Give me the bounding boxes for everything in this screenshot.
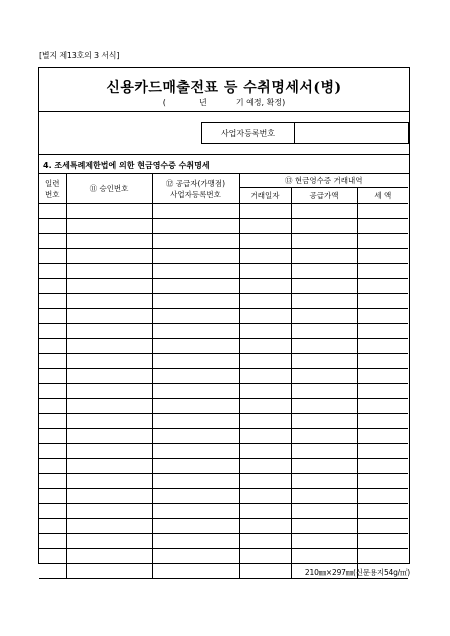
tax-cell[interactable] (357, 264, 408, 279)
approval-cell[interactable] (66, 309, 152, 324)
supplier-cell[interactable] (152, 414, 239, 429)
table-row (39, 429, 408, 444)
tax-cell[interactable] (357, 234, 408, 249)
approval-cell[interactable] (66, 429, 152, 444)
tax-cell[interactable] (357, 414, 408, 429)
date-cell[interactable] (239, 264, 291, 279)
tax-cell[interactable] (357, 534, 408, 549)
amount-cell[interactable] (291, 219, 357, 234)
supplier-cell[interactable] (152, 294, 239, 309)
table-row (39, 354, 408, 369)
supplier-cell[interactable] (152, 354, 239, 369)
approval-cell[interactable] (66, 339, 152, 354)
table-row (39, 399, 408, 414)
form-frame (38, 67, 410, 564)
serial-cell[interactable] (39, 504, 66, 519)
amount-cell[interactable] (291, 264, 357, 279)
date-cell[interactable] (239, 534, 291, 549)
supplier-cell[interactable] (152, 444, 239, 459)
tax-cell[interactable] (357, 459, 408, 474)
supplier-cell[interactable] (152, 204, 239, 219)
date-cell[interactable] (239, 489, 291, 504)
approval-cell[interactable] (66, 354, 152, 369)
serial-cell[interactable] (39, 384, 66, 399)
date-cell[interactable] (239, 249, 291, 264)
supplier-cell[interactable] (152, 399, 239, 414)
serial-cell[interactable] (39, 444, 66, 459)
serial-cell[interactable] (39, 549, 66, 564)
supplier-cell[interactable] (152, 264, 239, 279)
supplier-cell[interactable] (152, 504, 239, 519)
approval-cell[interactable] (66, 444, 152, 459)
tax-cell[interactable] (357, 369, 408, 384)
amount-cell[interactable] (291, 399, 357, 414)
supplier-cell[interactable] (152, 564, 239, 579)
supplier-cell[interactable] (152, 219, 239, 234)
paper-spec-footnote: 210㎜×297㎜(신문용지54g/㎡) (304, 568, 410, 577)
table-row (39, 249, 408, 264)
amount-cell[interactable] (291, 384, 357, 399)
date-cell[interactable] (239, 204, 291, 219)
date-cell[interactable] (239, 309, 291, 324)
tax-cell[interactable] (357, 249, 408, 264)
serial-cell[interactable] (39, 534, 66, 549)
date-cell[interactable] (239, 279, 291, 294)
serial-cell[interactable] (39, 519, 66, 534)
supplier-cell[interactable] (152, 279, 239, 294)
amount-cell[interactable] (291, 279, 357, 294)
tax-cell[interactable] (357, 384, 408, 399)
tax-cell[interactable] (357, 504, 408, 519)
supplier-cell[interactable] (152, 534, 239, 549)
amount-cell[interactable] (291, 414, 357, 429)
tax-cell[interactable] (357, 519, 408, 534)
supplier-cell[interactable] (152, 369, 239, 384)
supplier-cell[interactable] (152, 474, 239, 489)
serial-cell[interactable] (39, 279, 66, 294)
table-row (39, 444, 408, 459)
table-row (39, 339, 408, 354)
col-date-header: 거래일자 (239, 188, 291, 204)
approval-cell[interactable] (66, 519, 152, 534)
col-serial-header: 일련 번호 (39, 174, 66, 204)
amount-cell[interactable] (291, 474, 357, 489)
date-cell[interactable] (239, 369, 291, 384)
date-cell[interactable] (239, 444, 291, 459)
table-row (39, 264, 408, 279)
serial-cell[interactable] (39, 459, 66, 474)
table-row (39, 459, 408, 474)
approval-cell[interactable] (66, 264, 152, 279)
title-divider (39, 111, 409, 112)
tax-cell[interactable] (357, 399, 408, 414)
serial-cell[interactable] (39, 564, 66, 579)
date-cell[interactable] (239, 519, 291, 534)
amount-cell[interactable] (291, 309, 357, 324)
table-row (39, 324, 408, 339)
amount-cell[interactable] (291, 339, 357, 354)
table-row (39, 369, 408, 384)
tax-cell[interactable] (357, 429, 408, 444)
form-reference: [별지 제13호의 3 서식] (39, 51, 120, 60)
table-row (39, 414, 408, 429)
amount-cell[interactable] (291, 324, 357, 339)
serial-cell[interactable] (39, 324, 66, 339)
approval-cell[interactable] (66, 204, 152, 219)
table-row (39, 489, 408, 504)
receipt-table (39, 174, 408, 579)
approval-cell[interactable] (66, 399, 152, 414)
approval-cell[interactable] (66, 384, 152, 399)
col-tax-header: 세 액 (357, 188, 408, 204)
approval-cell[interactable] (66, 234, 152, 249)
supplier-cell[interactable] (152, 234, 239, 249)
serial-cell[interactable] (39, 249, 66, 264)
supplier-cell[interactable] (152, 519, 239, 534)
approval-cell[interactable] (66, 414, 152, 429)
col-amount-header: 공급가액 (291, 188, 357, 204)
form-subtitle (39, 97, 409, 108)
table-row (39, 294, 408, 309)
section-title: 4. 조세특례제한법에 의한 현금영수증 수취명세 (43, 161, 210, 170)
date-cell[interactable] (239, 429, 291, 444)
date-cell[interactable] (239, 549, 291, 564)
amount-cell[interactable] (291, 444, 357, 459)
approval-cell[interactable] (66, 534, 152, 549)
table-row (39, 384, 408, 399)
col-supplier-header: ⑫ 공급자(가맹점) 사업자등록번호 (152, 174, 239, 204)
amount-cell[interactable] (291, 369, 357, 384)
date-cell[interactable] (239, 384, 291, 399)
serial-cell[interactable] (39, 309, 66, 324)
supplier-cell[interactable] (152, 459, 239, 474)
amount-cell[interactable] (291, 294, 357, 309)
form-title: 신용카드매출전표 등 수취명세서(병) (106, 80, 342, 96)
serial-cell[interactable] (39, 399, 66, 414)
date-cell[interactable] (239, 414, 291, 429)
supplier-cell[interactable] (152, 309, 239, 324)
amount-cell[interactable] (291, 459, 357, 474)
table-row (39, 309, 408, 324)
serial-cell[interactable] (39, 369, 66, 384)
serial-cell[interactable] (39, 204, 66, 219)
table-row (39, 474, 408, 489)
tax-cell[interactable] (357, 204, 408, 219)
tax-cell[interactable] (357, 549, 408, 564)
serial-cell[interactable] (39, 264, 66, 279)
amount-cell[interactable] (291, 429, 357, 444)
serial-cell[interactable] (39, 489, 66, 504)
supplier-cell[interactable] (152, 249, 239, 264)
tax-cell[interactable] (357, 474, 408, 489)
tax-cell[interactable] (357, 219, 408, 234)
approval-cell[interactable] (66, 504, 152, 519)
approval-cell[interactable] (66, 279, 152, 294)
amount-cell[interactable] (291, 519, 357, 534)
amount-cell[interactable] (291, 489, 357, 504)
supplier-cell[interactable] (152, 489, 239, 504)
subtitle-open: ( (162, 98, 166, 107)
serial-cell[interactable] (39, 414, 66, 429)
tax-cell[interactable] (357, 489, 408, 504)
tax-cell[interactable] (357, 444, 408, 459)
approval-cell[interactable] (66, 324, 152, 339)
table-row (39, 549, 408, 564)
date-cell[interactable] (239, 474, 291, 489)
approval-cell[interactable] (66, 369, 152, 384)
date-cell[interactable] (239, 459, 291, 474)
supplier-cell[interactable] (152, 429, 239, 444)
col-approval-header: ⑪ 승인번호 (66, 174, 152, 204)
date-cell[interactable] (239, 294, 291, 309)
approval-cell[interactable] (66, 219, 152, 234)
serial-cell[interactable] (39, 429, 66, 444)
serial-cell[interactable] (39, 294, 66, 309)
table-row (39, 219, 408, 234)
tax-cell[interactable] (357, 324, 408, 339)
approval-cell[interactable] (66, 459, 152, 474)
tax-cell[interactable] (357, 339, 408, 354)
approval-cell[interactable] (66, 474, 152, 489)
amount-cell[interactable] (291, 234, 357, 249)
date-cell[interactable] (239, 564, 291, 579)
approval-cell[interactable] (66, 489, 152, 504)
tax-cell[interactable] (357, 354, 408, 369)
table-row (39, 534, 408, 549)
business-reg-label: 사업자등록번호 (202, 123, 295, 143)
col-receipt-group-header: ⑬ 현금영수증 거래내역 (239, 174, 408, 188)
amount-cell[interactable] (291, 534, 357, 549)
table-row (39, 519, 408, 534)
supplier-cell[interactable] (152, 384, 239, 399)
table-row (39, 234, 408, 249)
table-row (39, 504, 408, 519)
date-cell[interactable] (239, 399, 291, 414)
approval-cell[interactable] (66, 549, 152, 564)
amount-cell[interactable] (291, 354, 357, 369)
approval-cell[interactable] (66, 249, 152, 264)
serial-cell[interactable] (39, 354, 66, 369)
date-cell[interactable] (239, 504, 291, 519)
date-cell[interactable] (239, 339, 291, 354)
serial-cell[interactable] (39, 219, 66, 234)
serial-cell[interactable] (39, 234, 66, 249)
subtitle-period: 기 예정, 확정) (235, 98, 286, 107)
supplier-cell[interactable] (152, 339, 239, 354)
tax-cell[interactable] (357, 309, 408, 324)
section-divider (39, 154, 409, 155)
business-reg-box (201, 122, 409, 144)
table-row (39, 279, 408, 294)
amount-cell[interactable] (291, 504, 357, 519)
table-row (39, 204, 408, 219)
date-cell[interactable] (239, 234, 291, 249)
date-cell[interactable] (239, 324, 291, 339)
amount-cell[interactable] (291, 549, 357, 564)
approval-cell[interactable] (66, 294, 152, 309)
supplier-cell[interactable] (152, 324, 239, 339)
serial-cell[interactable] (39, 339, 66, 354)
amount-cell[interactable] (291, 249, 357, 264)
tax-cell[interactable] (357, 279, 408, 294)
supplier-cell[interactable] (152, 549, 239, 564)
subtitle-year: 년 (199, 98, 207, 107)
approval-cell[interactable] (66, 564, 152, 579)
date-cell[interactable] (239, 354, 291, 369)
business-reg-field[interactable] (295, 123, 408, 143)
serial-cell[interactable] (39, 474, 66, 489)
date-cell[interactable] (239, 219, 291, 234)
amount-cell[interactable] (291, 204, 357, 219)
tax-cell[interactable] (357, 294, 408, 309)
